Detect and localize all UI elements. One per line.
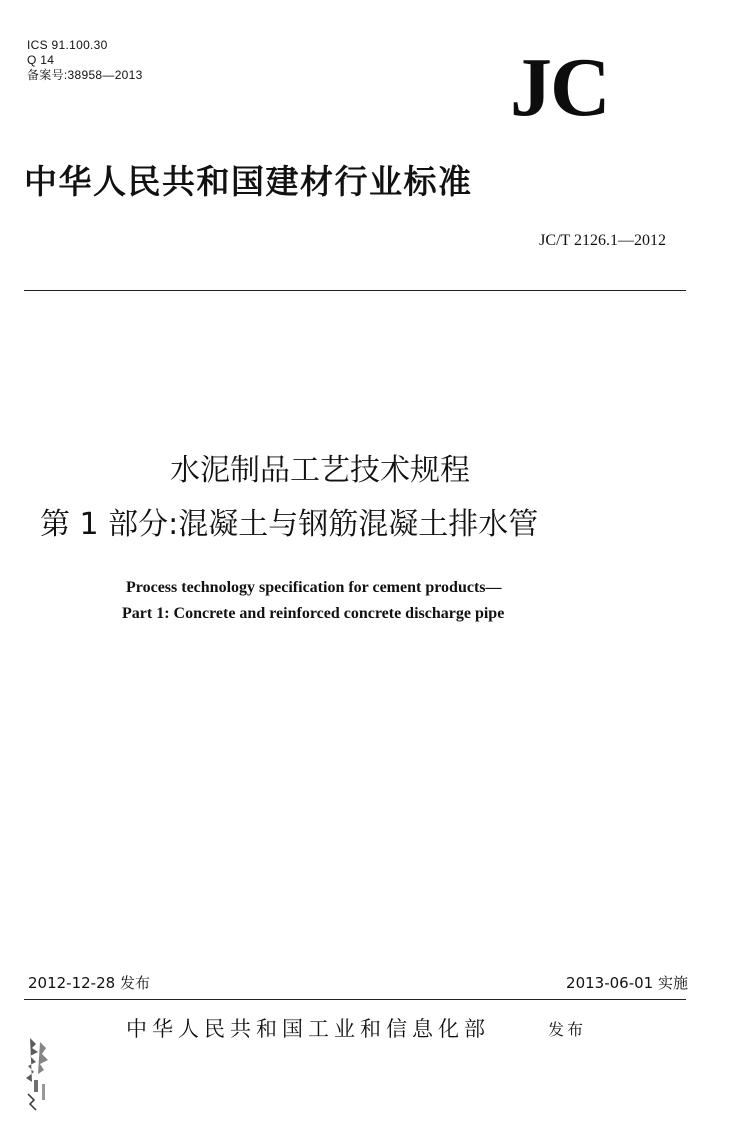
ministry-emblem-icon (20, 1034, 60, 1114)
title-en-line2: Part 1: Concrete and reinforced concrete discharge pipe (122, 605, 505, 622)
industry-standard-title: 中华人民共和国建材行业标准 (24, 162, 473, 201)
ics-code: ICS 91.100.30 (27, 38, 108, 52)
standard-number: JC/T 2126.1—2012 (539, 232, 666, 249)
record-number: 备案号:38958—2013 (27, 68, 143, 82)
issuing-authority-suffix: 发布 (548, 1020, 587, 1039)
jc-logo (510, 41, 650, 134)
title-zh-line1: 水泥制品工艺技术规程 (170, 453, 470, 488)
header-divider (24, 290, 686, 291)
title-zh-line2: 第 1 部分:混凝土与钢筋混凝土排水管 (40, 507, 539, 542)
ccs-code: Q 14 (27, 53, 55, 67)
title-en-line1: Process technology specification for cement products— (126, 579, 502, 596)
issue-date: 2012-12-28 发布 (28, 974, 150, 992)
implementation-date: 2013-06-01 实施 (566, 974, 688, 992)
footer-divider (24, 999, 686, 1000)
issuing-authority: 中华人民共和国工业和信息化部 (126, 1017, 490, 1041)
jc-logo-text: JC (510, 41, 609, 134)
classification-block (27, 38, 143, 83)
